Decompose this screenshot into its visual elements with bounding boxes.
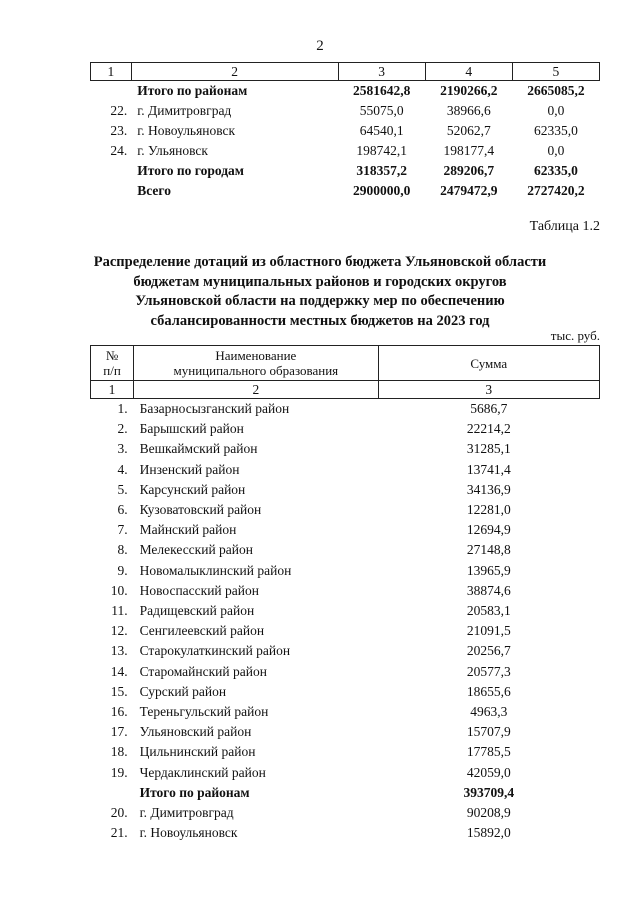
table-row	[91, 561, 600, 581]
table-2-column-numbers	[91, 381, 600, 399]
row-value-5: 2665085,2	[527, 83, 585, 98]
page-number: 2	[316, 38, 324, 54]
column-number: 4	[425, 63, 512, 81]
row-value-5: 0,0	[547, 143, 565, 158]
row-name: г. Новоульяновск	[137, 123, 236, 138]
row-sum: 31285,1	[466, 441, 511, 457]
table-row	[91, 803, 600, 823]
row-name: Сенгилеевский район	[139, 623, 265, 639]
row-sum: 20256,7	[466, 643, 511, 659]
row-number: 3.	[117, 441, 128, 457]
row-number	[91, 181, 132, 201]
table-row	[91, 702, 600, 722]
row-sum: 21091,5	[466, 623, 511, 639]
row-number: 15.	[110, 683, 128, 699]
table-row	[91, 81, 600, 102]
row-name: Итого по районам	[139, 784, 250, 800]
row-sum: 38874,6	[466, 582, 511, 598]
row-sum: 22214,2	[466, 421, 511, 437]
header-name	[134, 346, 378, 381]
table-row	[91, 161, 600, 181]
row-number: 11.	[111, 603, 128, 619]
table-row	[91, 823, 600, 843]
table-row	[91, 662, 600, 682]
row-number: 8.	[117, 542, 128, 558]
row-value-3: 55075,0	[359, 103, 404, 118]
row-name: Вешкаймский район	[139, 441, 258, 457]
table-row	[91, 742, 600, 762]
row-name: Базарносызганский район	[139, 401, 290, 416]
row-number: 23.	[110, 123, 128, 138]
row-value-3: 64540,1	[359, 123, 404, 138]
row-number	[91, 81, 132, 102]
title-line: сбалансированности местных бюджетов на 2023 год	[150, 312, 490, 329]
row-value-4: 52062,7	[446, 123, 491, 138]
row-number: 22.	[110, 103, 128, 118]
table-row	[91, 181, 600, 201]
row-name: Майнский район	[139, 522, 237, 538]
row-number: 4.	[117, 461, 128, 477]
row-sum: 4963,3	[470, 704, 508, 720]
header-number-line2: п/п	[103, 363, 121, 378]
column-number: 1	[91, 63, 132, 81]
table-title	[60, 253, 580, 331]
row-value-3: 318357,2	[356, 163, 407, 178]
title-line: бюджетам муниципальных районов и городских округов	[133, 273, 507, 290]
row-sum: 393709,4	[463, 784, 515, 800]
row-name: г. Ульяновск	[137, 143, 208, 158]
table-row	[91, 141, 600, 161]
row-name: Всего	[137, 183, 171, 198]
table-row	[91, 480, 600, 500]
table-row	[91, 641, 600, 661]
row-number: 16.	[110, 704, 128, 720]
row-name: Барышский район	[139, 421, 244, 437]
header-sum: Сумма	[378, 346, 599, 381]
row-number: 7.	[117, 522, 128, 538]
row-value-5: 2727420,2	[527, 183, 585, 198]
row-value-4: 2190266,2	[440, 83, 498, 98]
row-sum: 27148,8	[466, 542, 511, 558]
row-sum: 15892,0	[466, 825, 511, 841]
row-value-3: 2900000,0	[352, 183, 411, 198]
row-number: 19.	[110, 764, 128, 780]
row-number	[91, 161, 132, 181]
table-2	[90, 345, 600, 843]
row-sum: 20577,3	[466, 663, 511, 679]
header-name-line1: Наименование	[215, 348, 297, 363]
row-value-5: 62335,0	[533, 163, 578, 178]
table-row	[91, 399, 600, 420]
table-2-header	[91, 346, 600, 381]
row-sum: 15707,9	[466, 724, 511, 740]
row-name: Инзенский район	[139, 461, 240, 477]
table-row	[91, 121, 600, 141]
column-number: 2	[131, 63, 338, 81]
table-row	[91, 621, 600, 641]
table-row	[91, 439, 600, 459]
table-row	[91, 419, 600, 439]
row-number: 14.	[110, 663, 128, 679]
row-name: Старомайнский район	[139, 663, 267, 679]
row-number: 6.	[117, 502, 128, 518]
row-number: 13.	[110, 643, 128, 659]
row-name: Итого по городам	[137, 163, 244, 178]
title-line: Ульяновской области на поддержку мер по обеспечению	[135, 293, 505, 309]
row-name: г. Димитровград	[137, 103, 232, 118]
table-row	[91, 783, 600, 803]
table-row	[91, 682, 600, 702]
row-number: 1.	[117, 401, 128, 416]
column-number: 5	[512, 63, 599, 81]
row-sum: 5686,7	[470, 401, 508, 416]
row-number: 12.	[110, 623, 128, 639]
column-number: 2	[134, 381, 378, 399]
row-sum: 17785,5	[466, 744, 511, 760]
table-label: Таблица 1.2	[529, 219, 600, 234]
row-value-5: 0,0	[547, 103, 565, 118]
header-number	[91, 346, 134, 381]
row-value-5: 62335,0	[533, 123, 578, 138]
row-number: 17.	[110, 724, 128, 740]
row-value-3: 2581642,8	[352, 83, 411, 98]
row-number: 24.	[110, 143, 128, 158]
table-1-body	[91, 81, 600, 202]
row-value-3: 198742,1	[356, 143, 407, 158]
row-number: 21.	[110, 825, 128, 841]
row-name: Новоспасский район	[139, 582, 259, 598]
row-sum: 90208,9	[466, 805, 511, 821]
row-number: 2.	[117, 421, 128, 437]
row-sum: 13965,9	[466, 562, 511, 578]
row-name: Ульяновский район	[139, 724, 252, 740]
table-row	[91, 601, 600, 621]
row-name: Карсунский район	[139, 481, 246, 497]
table-row	[91, 500, 600, 520]
row-name: Сурский район	[139, 683, 227, 699]
row-name: Тереньгульский район	[139, 704, 269, 720]
row-number: 9.	[117, 562, 128, 578]
row-number: 10.	[110, 582, 128, 598]
column-number: 1	[91, 381, 134, 399]
row-sum: 20583,1	[466, 603, 511, 619]
row-sum: 12281,0	[466, 502, 511, 518]
table-row	[91, 581, 600, 601]
row-name: Кузоватовский район	[139, 502, 262, 518]
column-number: 3	[338, 63, 425, 81]
table-row	[91, 540, 600, 560]
header-number-line1: №	[105, 348, 119, 363]
row-name: Новомалыклинский район	[139, 562, 292, 578]
row-sum: 34136,9	[466, 481, 511, 497]
table-row	[91, 520, 600, 540]
table-row	[91, 460, 600, 480]
row-name: Мелекесский район	[139, 542, 253, 558]
row-name: Цильнинский район	[139, 744, 256, 760]
row-name: Радищевский район	[139, 603, 255, 619]
title-line: Распределение дотаций из областного бюджета Ульяновской области	[93, 254, 547, 270]
row-number: 20.	[110, 805, 128, 821]
row-value-4: 198177,4	[443, 143, 495, 158]
table-row	[91, 722, 600, 742]
row-name: г. Новоульяновск	[139, 825, 238, 841]
row-sum: 13741,4	[466, 461, 511, 477]
row-name: г. Димитровград	[139, 805, 234, 821]
row-value-4: 2479472,9	[440, 183, 498, 198]
row-sum: 12694,9	[466, 522, 511, 538]
table-row	[91, 763, 600, 783]
row-name: Старокулаткинский район	[139, 643, 291, 659]
row-value-4: 38966,6	[446, 103, 491, 118]
row-value-4: 289206,7	[443, 163, 495, 178]
row-sum: 42059,0	[466, 764, 511, 780]
unit-label: тыс. руб.	[550, 328, 600, 343]
row-sum: 18655,6	[466, 683, 511, 699]
column-number: 3	[378, 381, 599, 399]
row-number: 5.	[117, 481, 128, 497]
row-number: 18.	[110, 744, 128, 760]
table-2-body	[91, 399, 600, 844]
header-name-line2: муниципального образования	[173, 363, 339, 378]
row-name: Итого по районам	[137, 83, 248, 98]
table-1-column-numbers	[91, 63, 600, 81]
row-name: Чердаклинский район	[139, 764, 266, 780]
table-1-continuation	[90, 62, 600, 201]
row-number	[91, 783, 134, 803]
table-row	[91, 101, 600, 121]
